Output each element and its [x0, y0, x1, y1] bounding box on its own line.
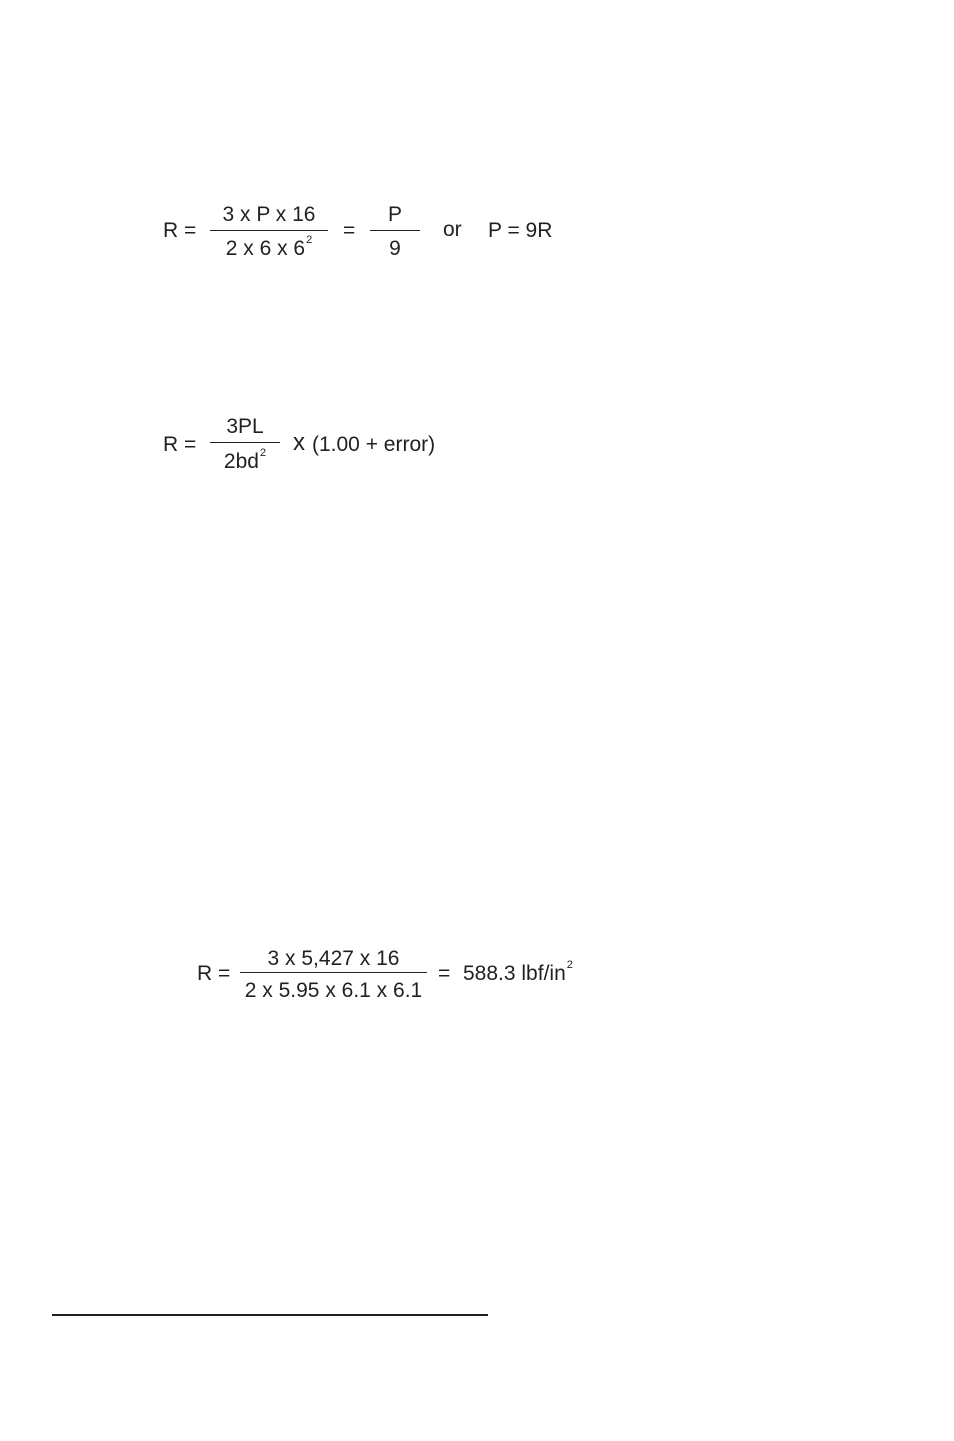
- equation-1-fraction-1-denominator-exponent: 2: [306, 234, 313, 246]
- equation-2-multiply-sign: x: [293, 429, 305, 456]
- equation-1-fraction-2-denominator: 9: [389, 237, 401, 260]
- equation-3-result-base: 588.3 lbf/in: [463, 962, 566, 985]
- equation-3-lhs: R =: [197, 962, 231, 985]
- equation-1-equals: =: [343, 219, 356, 242]
- equation-1-fraction-2-numerator: P: [387, 203, 402, 226]
- equation-1-fraction-1-denominator-base: 2 x 6 x 6: [225, 237, 306, 260]
- equation-3-result-exponent: 2: [566, 959, 573, 971]
- equation-2-lhs: R =: [163, 433, 197, 456]
- equation-3-fraction-bar: [240, 972, 427, 973]
- equation-1-result: P = 9R: [488, 219, 553, 242]
- footnote-separator-rule: [52, 1314, 488, 1316]
- equation-3-denominator: 2 x 5.95 x 6.1 x 6.1: [244, 979, 423, 1002]
- equation-3-result: [463, 959, 573, 985]
- equation-3-numerator: 3 x 5,427 x 16: [267, 947, 400, 970]
- equation-2-numerator: 3PL: [226, 415, 264, 438]
- equation-1-lhs: R =: [163, 219, 197, 242]
- equation-1-fraction-1-numerator: 3 x P x 16: [222, 203, 316, 226]
- equation-2-denominator-exponent: 2: [259, 447, 267, 459]
- equation-2-denominator-base: 2bd: [223, 450, 259, 473]
- equation-3-equals: =: [438, 962, 451, 985]
- equation-1-conjunction: or: [443, 218, 462, 241]
- equation-2-factor: (1.00 + error): [312, 433, 436, 456]
